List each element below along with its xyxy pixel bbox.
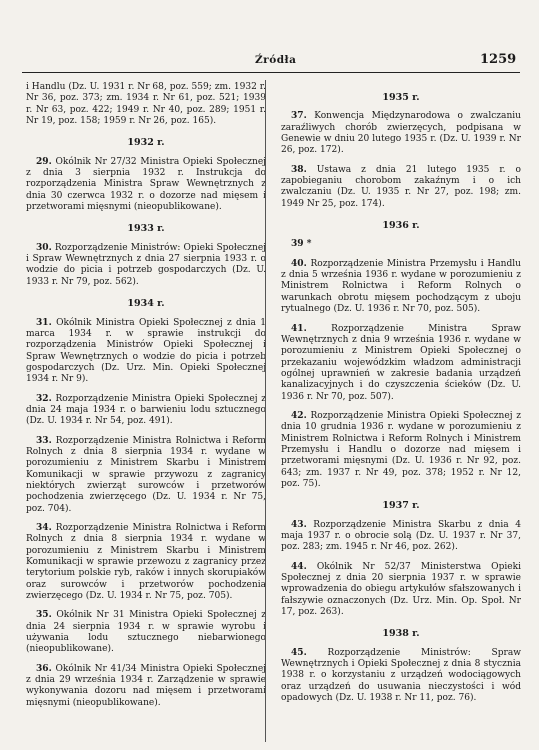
source-entry [26,394,266,428]
entry-text: Rozporządzenie Ministra Rolnictwa i Reform Rolnych z dnia 8 sierpnia 1934 r. wydane w porozumieniu z Ministrem Skarbu i Ministrem Komunikacji w sprawie przewozu z zagranicy przez terytorium polskie ryb, raków i innych skorupiaków oraz surowców i przetworów pochodzenia zwierzęcego (Dz. U. 1934 r. Nr 75, poz. 705). [26,523,266,602]
page-header [0,0,539,78]
entry-text: Rozporządzenie Ministra Rolnictwa i Reform Rolnych z dnia 8 sierpnia 1934 r. wydane w porozumieniu z Ministrem Skarbu i Ministrem Komunikacji w sprawie przywozu z zagranicy niektórych zwierząt surowców i przetworów pochodzenia zwierzęcego (Dz. U. 1934 r. Nr 75, poz. 704). [26,435,266,514]
entry-text: Rozporządzenie Ministra Przemysłu i Handlu z dnia 5 września 1936 r. wydane w porozumieniu z Ministrem Rolnictwa i Reform Rolnych o warunkach obrotu mięsem pochodzącym z uboju rytualnego (Dz. U. 1936 r. Nr 70, poz. 505). [281,258,521,315]
header-rule [22,72,520,73]
entry-number: 35. [36,610,52,621]
source-entry [26,610,266,655]
entry-text: Okólnik Ministra Opieki Społecznej z dnia 1 marca 1934 r. w sprawie instrukcji do rozporządzenia Ministrów Opieki Społecznej i Spraw Wewnętrznych o wodzie do picia i potrzeb gospodarczych (Dz. Urz. Min. Opieki Społecznej 1934 r. Nr 9). [26,317,266,385]
entry-text: Okólnik Nr 31 Ministra Opieki Społecznej z dnia 24 sierpnia 1934 r. w sprawie wyrobu i używania lodu sztucznego niebarwionego (nieopublikowane). [26,610,266,655]
left-column [26,82,266,717]
entry-number: 37. [291,111,307,122]
entry-number: 36. [36,663,52,674]
source-entry [281,111,521,156]
year-heading: 1935 r. [382,92,420,103]
source-entry [281,165,521,210]
entry-number: 31. [36,317,52,328]
entry-number: 41. [291,323,307,334]
source-entry [281,520,521,554]
running-title: Źródła [255,54,297,66]
source-entry [26,436,266,515]
entry-number: 30. [36,242,52,253]
entry-number: 38. [291,164,307,175]
year-heading: 1932 r. [127,137,165,149]
entry-text: Rozporządzenie Ministra Opieki Społecznej z dnia 10 grudnia 1936 r. wydane w porozumieniu z Ministrem Rolnictwa i Reform Rolnych i Ministrem Przemysłu i Handlu o dozorze nad mięsem i przetworami mięsnymi (Dz. U. 1936 r. Nr 92, poz. 643; zm. 1937 r. Nr 49, poz. 378; 1952 r. Nr 12, poz. 75). [281,410,521,489]
source-entry [26,243,266,288]
entry-number: 34. [36,523,52,533]
entry-text: Konwencja Międzynarodowa o zwalczaniu zaraźliwych chorób zwierzęcych, podpisana w Genewie w dniu 20 lutego 1935 r. (Dz. U. 1939 r. Nr 26, poz. 172). [281,111,521,156]
source-entry [26,664,266,709]
year-heading: 1933 r. [127,223,165,235]
source-entry [281,324,521,403]
source-entry [281,562,521,619]
entry-number: 45. [291,647,307,658]
page-number: 1259 [480,52,517,67]
year-heading: 1936 r. [382,220,420,232]
entry-text: Rozporządzenie Ministrów: Opieki Społecznej i Spraw Wewnętrznych z dnia 27 sierpnia 1933 r. o wodzie do picia i potrzeb gospodarczych (Dz. U. 1933 r. Nr 79, poz. 562). [26,242,266,287]
source-entry [26,318,266,386]
entry-number: 44. [291,561,307,572]
entry-text: Okólnik Nr 27/32 Ministra Opieki Społecznej z dnia 3 sierpnia 1932 r. Instrukcja do rozporządzenia Ministra Spraw Wewnętrznych z dnia 30 czerwca 1932 r. o dozorze nad mięsem i przetworami mięsnymi (nieopublikowane). [26,156,266,213]
source-entry [26,523,266,602]
entry-text: Rozporządzenie Ministrów: Spraw Wewnętrznych i Opieki Społecznej z dnia 8 stycznia 1938 r. o korzystaniu z urządzeń wodociągowych oraz urządzeń do usuwania nieczystości i wód opadowych (Dz. U. 1938 r. Nr 11, poz. 76). [281,647,521,704]
right-column [281,82,521,712]
entry-continuation: i Handlu (Dz. U. 1931 r. Nr 68, poz. 559; zm. 1932 r. Nr 36, poz. 373; zm. 1934 r. Nr 61, poz. 521; 1939 r. Nr 63, poz. 422; 1949 r. Nr 40, poz. 289; 1951 r. Nr 19, poz. 158; 1959 r. Nr 26, poz. 165). [26,82,266,127]
entry-number: 39 * [291,239,312,250]
source-entry [281,411,521,490]
entry-text: Ustawa z dnia 21 lutego 1935 r. o zapobieganiu chorobom zakaźnym i o ich zwalczaniu (Dz. U. 1935 r. Nr 27, poz. 198; zm. 1949 Nr 25, poz. 174). [281,164,521,209]
column-divider [265,80,266,742]
entry-number: 33. [36,435,52,446]
year-heading: 1938 r. [382,628,420,640]
entry-number: 42. [291,410,307,421]
source-entry [281,239,521,250]
entry-number: 43. [291,519,307,530]
entry-number: 40. [291,258,307,269]
year-heading: 1934 r. [127,298,165,310]
entry-text: Okólnik Nr 52/37 Ministerstwa Opieki Społecznej z dnia 20 sierpnia 1937 r. w sprawie wprowadzenia do obiegu artykułów sfałszowanych i fałszywie oznaczonych (Dz. Urz. Min. Op. Społ. Nr 17, poz. 263). [281,561,521,618]
source-entry [281,259,521,316]
entry-text: Rozporządzenie Ministra Opieki Społecznej z dnia 24 maja 1934 r. o barwieniu lodu sztucznego (Dz. U. 1934 r. Nr 54, poz. 491). [26,393,266,427]
entry-text: Rozporządzenie Ministra Spraw Wewnętrznych z dnia 9 września 1936 r. wydane w porozumieniu z Ministrem Opieki Społecznej o przekazaniu wojewódzkim władzom administracji ogólnej uprawnień w zakresie badania urządzeń kanalizacyjnych i do czyszczenia ścieków (Dz. U. 1936 r. Nr 70, poz. 507). [281,323,521,402]
entry-number: 32. [36,393,52,404]
source-entry [281,648,521,705]
entry-text: Okólnik Nr 41/34 Ministra Opieki Społecznej z dnia 29 września 1934 r. Zarządzenie w sprawie wykonywania dozoru nad mięsem i przetworami mięsnymi (nieopublikowane). [26,663,266,708]
entry-text: Rozporządzenie Ministra Skarbu z dnia 4 maja 1937 r. o obrocie solą (Dz. U. 1937 r. Nr 37, poz. 283; zm. 1945 r. Nr 46, poz. 262). [281,519,521,553]
year-heading: 1937 r. [382,500,420,512]
entry-number: 29. [36,156,52,167]
source-entry [26,157,266,214]
